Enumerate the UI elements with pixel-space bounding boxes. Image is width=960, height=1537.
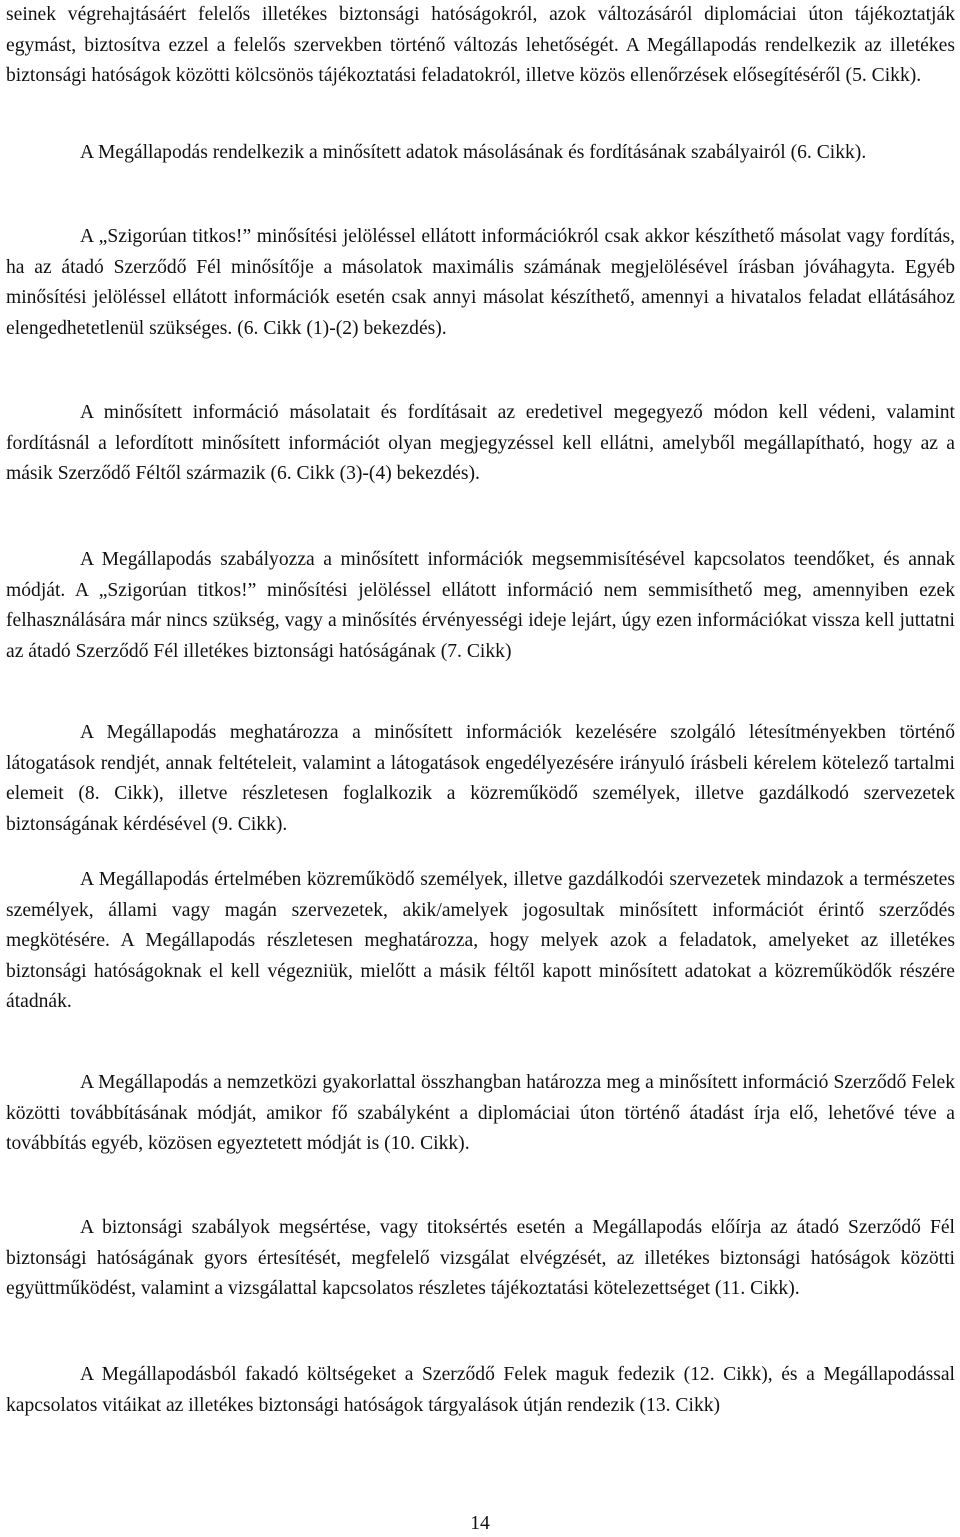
paragraph-5: A Megállapodás szabályozza a minősített információk megsemmisítésével kapcsolatos teendőket, és annak módját. A „Szigorúan titkos!” minősítési jelöléssel ellátott információ nem semmisíthető meg, amennyiben ezek felhasználására már nincs szükség, vagy a minősítés érvényességi ideje lejárt, úgy ezen információkat vissza kell juttatni az átadó Szerződő Fél illetékes biztonsági hatóságának (7. Cikk) [6, 549, 955, 662]
paragraph-1: seinek végrehajtásáért felelős illetékes biztonsági hatóságokról, azok változásáról diplomáciai úton tájékoztatják egymást, biztosítva ezzel a felelős szervekben történő változás lehetőségét. A Megállapodás rendelkezik az illetékes biztonsági hatóságok közötti kölcsönös tájékoztatási feladatokról, illetve közös ellenőrzések elősegítéséről (5. Cikk). [6, 4, 955, 87]
paragraph-3: A „Szigorúan titkos!” minősítési jelöléssel ellátott információkról csak akkor készíthető másolat vagy fordítás, ha az átadó Szerződő Fél minősítője a másolatok maximális számának megjelölésével írásban jóváhagyta. Egyéb minősítési jelöléssel ellátott információk esetén csak annyi másolat készíthető, amennyi a hivatalos feladat ellátásához elengedhetetlenül szükséges. (6. Cikk (1)-(2) bekezdés). [6, 226, 955, 339]
paragraph-9: A biztonsági szabályok megsértése, vagy titoksértés esetén a Megállapodás előírja az átadó Szerződő Fél biztonsági hatóságának gyors értesítését, megfelelő vizsgálat elvégzését, az illetékes biztonsági hatóságok közötti együttműködést, valamint a vizsgálattal kapcsolatos részletes tájékoztatási kötelezettséget (11. Cikk). [6, 1217, 955, 1300]
paragraph-10: A Megállapodásból fakadó költségeket a Szerződő Felek maguk fedezik (12. Cikk), és a Megállapodással kapcsolatos vitáikat az illetékes biztonsági hatóságok tárgyalások útján rendezik (13. Cikk) [6, 1364, 955, 1416]
paragraph-4: A minősített információ másolatait és fordításait az eredetivel megegyező módon kell védeni, valamint fordításnál a lefordított minősített információt olyan megjegyzéssel kell ellátni, amelyből megállapítható, hogy az a másik Szerződő Féltől származik (6. Cikk (3)-(4) bekezdés). [6, 402, 955, 485]
page-number: 14 [470, 1513, 490, 1534]
paragraph-2: A Megállapodás rendelkezik a minősített adatok másolásának és fordításának szabályairól (6. Cikk). [80, 142, 867, 163]
paragraph-8: A Megállapodás a nemzetközi gyakorlattal összhangban határozza meg a minősített információ Szerződő Felek közötti továbbításának módját, amikor fő szabályként a diplomáciai úton történő átadást írja elő, lehetővé téve a továbbítás egyéb, közösen egyeztetett módját is (10. Cikk). [6, 1072, 955, 1155]
paragraph-7: A Megállapodás értelmében közreműködő személyek, illetve gazdálkodói szervezetek mindazok a természetes személyek, állami vagy magán szervezetek, akik/amelyek jogosultak minősített információt érintő szerződés megkötésére. A Megállapodás részletesen meghatározza, hogy melyek azok a feladatok, amelyeket az illetékes biztonsági hatóságoknak el kell végezniük, mielőtt a másik féltől kapott minősített adatokat a közreműködők részére átadnák. [6, 869, 955, 1013]
paragraph-6: A Megállapodás meghatározza a minősített információk kezelésére szolgáló létesítményekben történő látogatások rendjét, annak feltételeit, valamint a látogatások engedélyezésére irányuló írásbeli kérelem kötelező tartalmi elemeit (8. Cikk), illetve részletesen foglalkozik a közreműködő személyek, illetve gazdálkodó szervezetek biztonságának kérdésével (9. Cikk). [6, 722, 955, 835]
